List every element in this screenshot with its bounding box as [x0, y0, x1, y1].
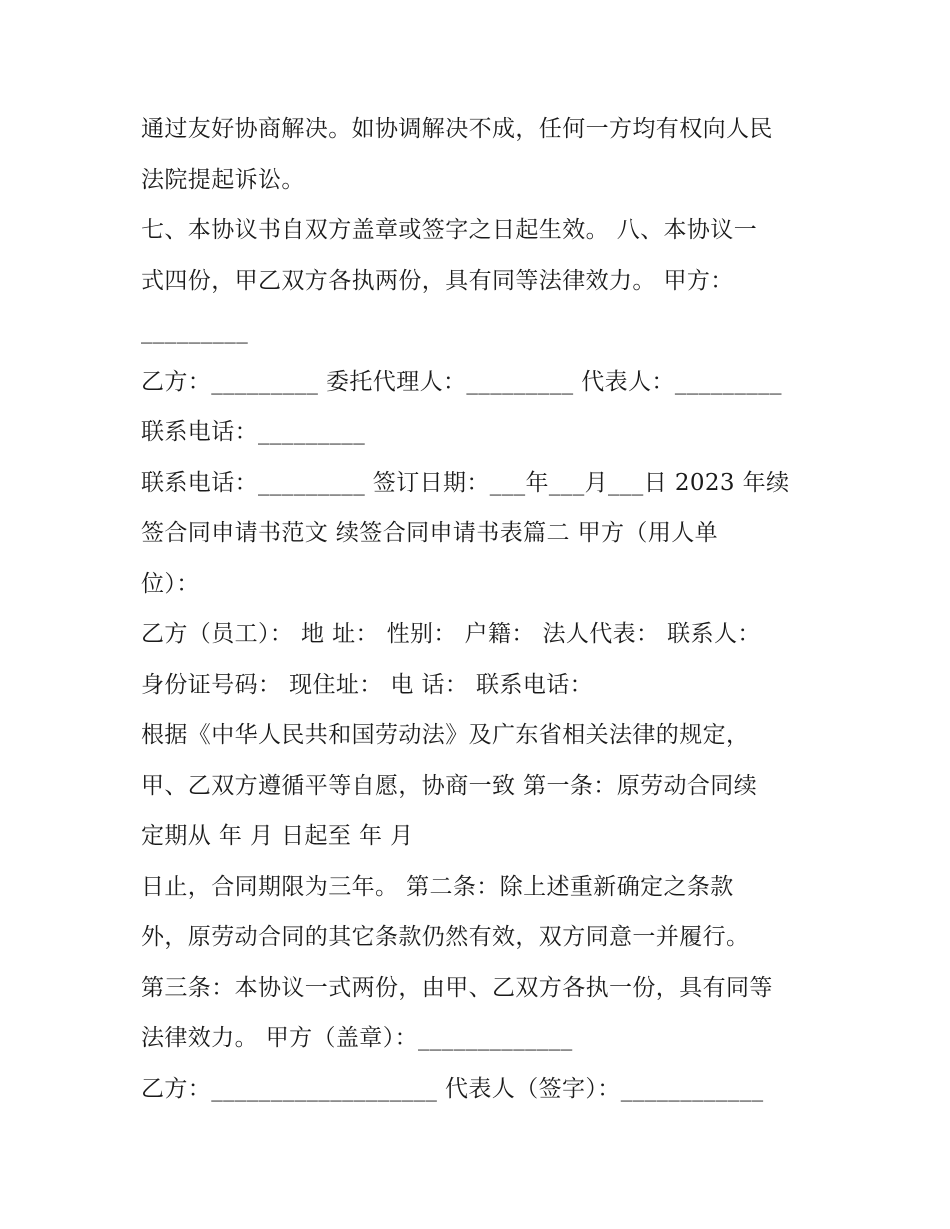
text-line: 甲、乙双方遵循平等自愿，协商一致 第一条：原劳动合同续: [141, 772, 758, 799]
text-line: 根据《中华人民共和国劳动法》及广东省相关法律的规定，: [141, 722, 750, 748]
signature-blank-line: _________: [141, 318, 249, 344]
text-line: 通过友好协商解决。如协调解决不成，任何一方均有权向人民: [141, 116, 773, 142]
text-line: 法院提起诉讼。: [141, 166, 305, 193]
text-line: 签合同申请书范文 续签合同申请书表篇二 甲方（用人单: [141, 520, 719, 546]
document-body: [141, 104, 821, 1114]
text-line: 外，原劳动合同的其它条款仍然有效，双方同意一并履行。: [141, 924, 750, 950]
text-line: 身份证号码： 现住址： 电 话： 联系电话：: [141, 671, 594, 698]
text-line: 联系电话：_________: [141, 419, 366, 445]
text-line: 联系电话：_________ 签订日期：___年___月___日 2023 年续: [141, 469, 790, 496]
text-line: 定期从 年 月 日起至 年 月: [141, 823, 414, 849]
text-line: 第三条：本协议一式两份，由甲、乙双方各执一份，具有同等: [141, 974, 773, 1001]
text-line: 位）：: [141, 570, 200, 597]
text-line: 乙方（员工）： 地 址： 性别： 户籍： 法人代表： 联系人：: [141, 621, 761, 647]
text-line: 乙方：_________ 委托代理人：_________ 代表人：_________: [141, 368, 782, 395]
text-line: 七、本协议书自双方盖章或签字之日起生效。 八、本协议一: [141, 217, 758, 243]
text-line: 法律效力。 甲方（盖章）：_____________: [141, 1025, 573, 1051]
text-line: 乙方：___________________ 代表人（签字）：____________: [141, 1075, 764, 1102]
text-line: 日止，合同期限为三年。 第二条：除上述重新确定之条款: [141, 873, 734, 900]
text-line: 式四份，甲乙双方各执两份，具有同等法律效力。 甲方：: [141, 267, 734, 294]
